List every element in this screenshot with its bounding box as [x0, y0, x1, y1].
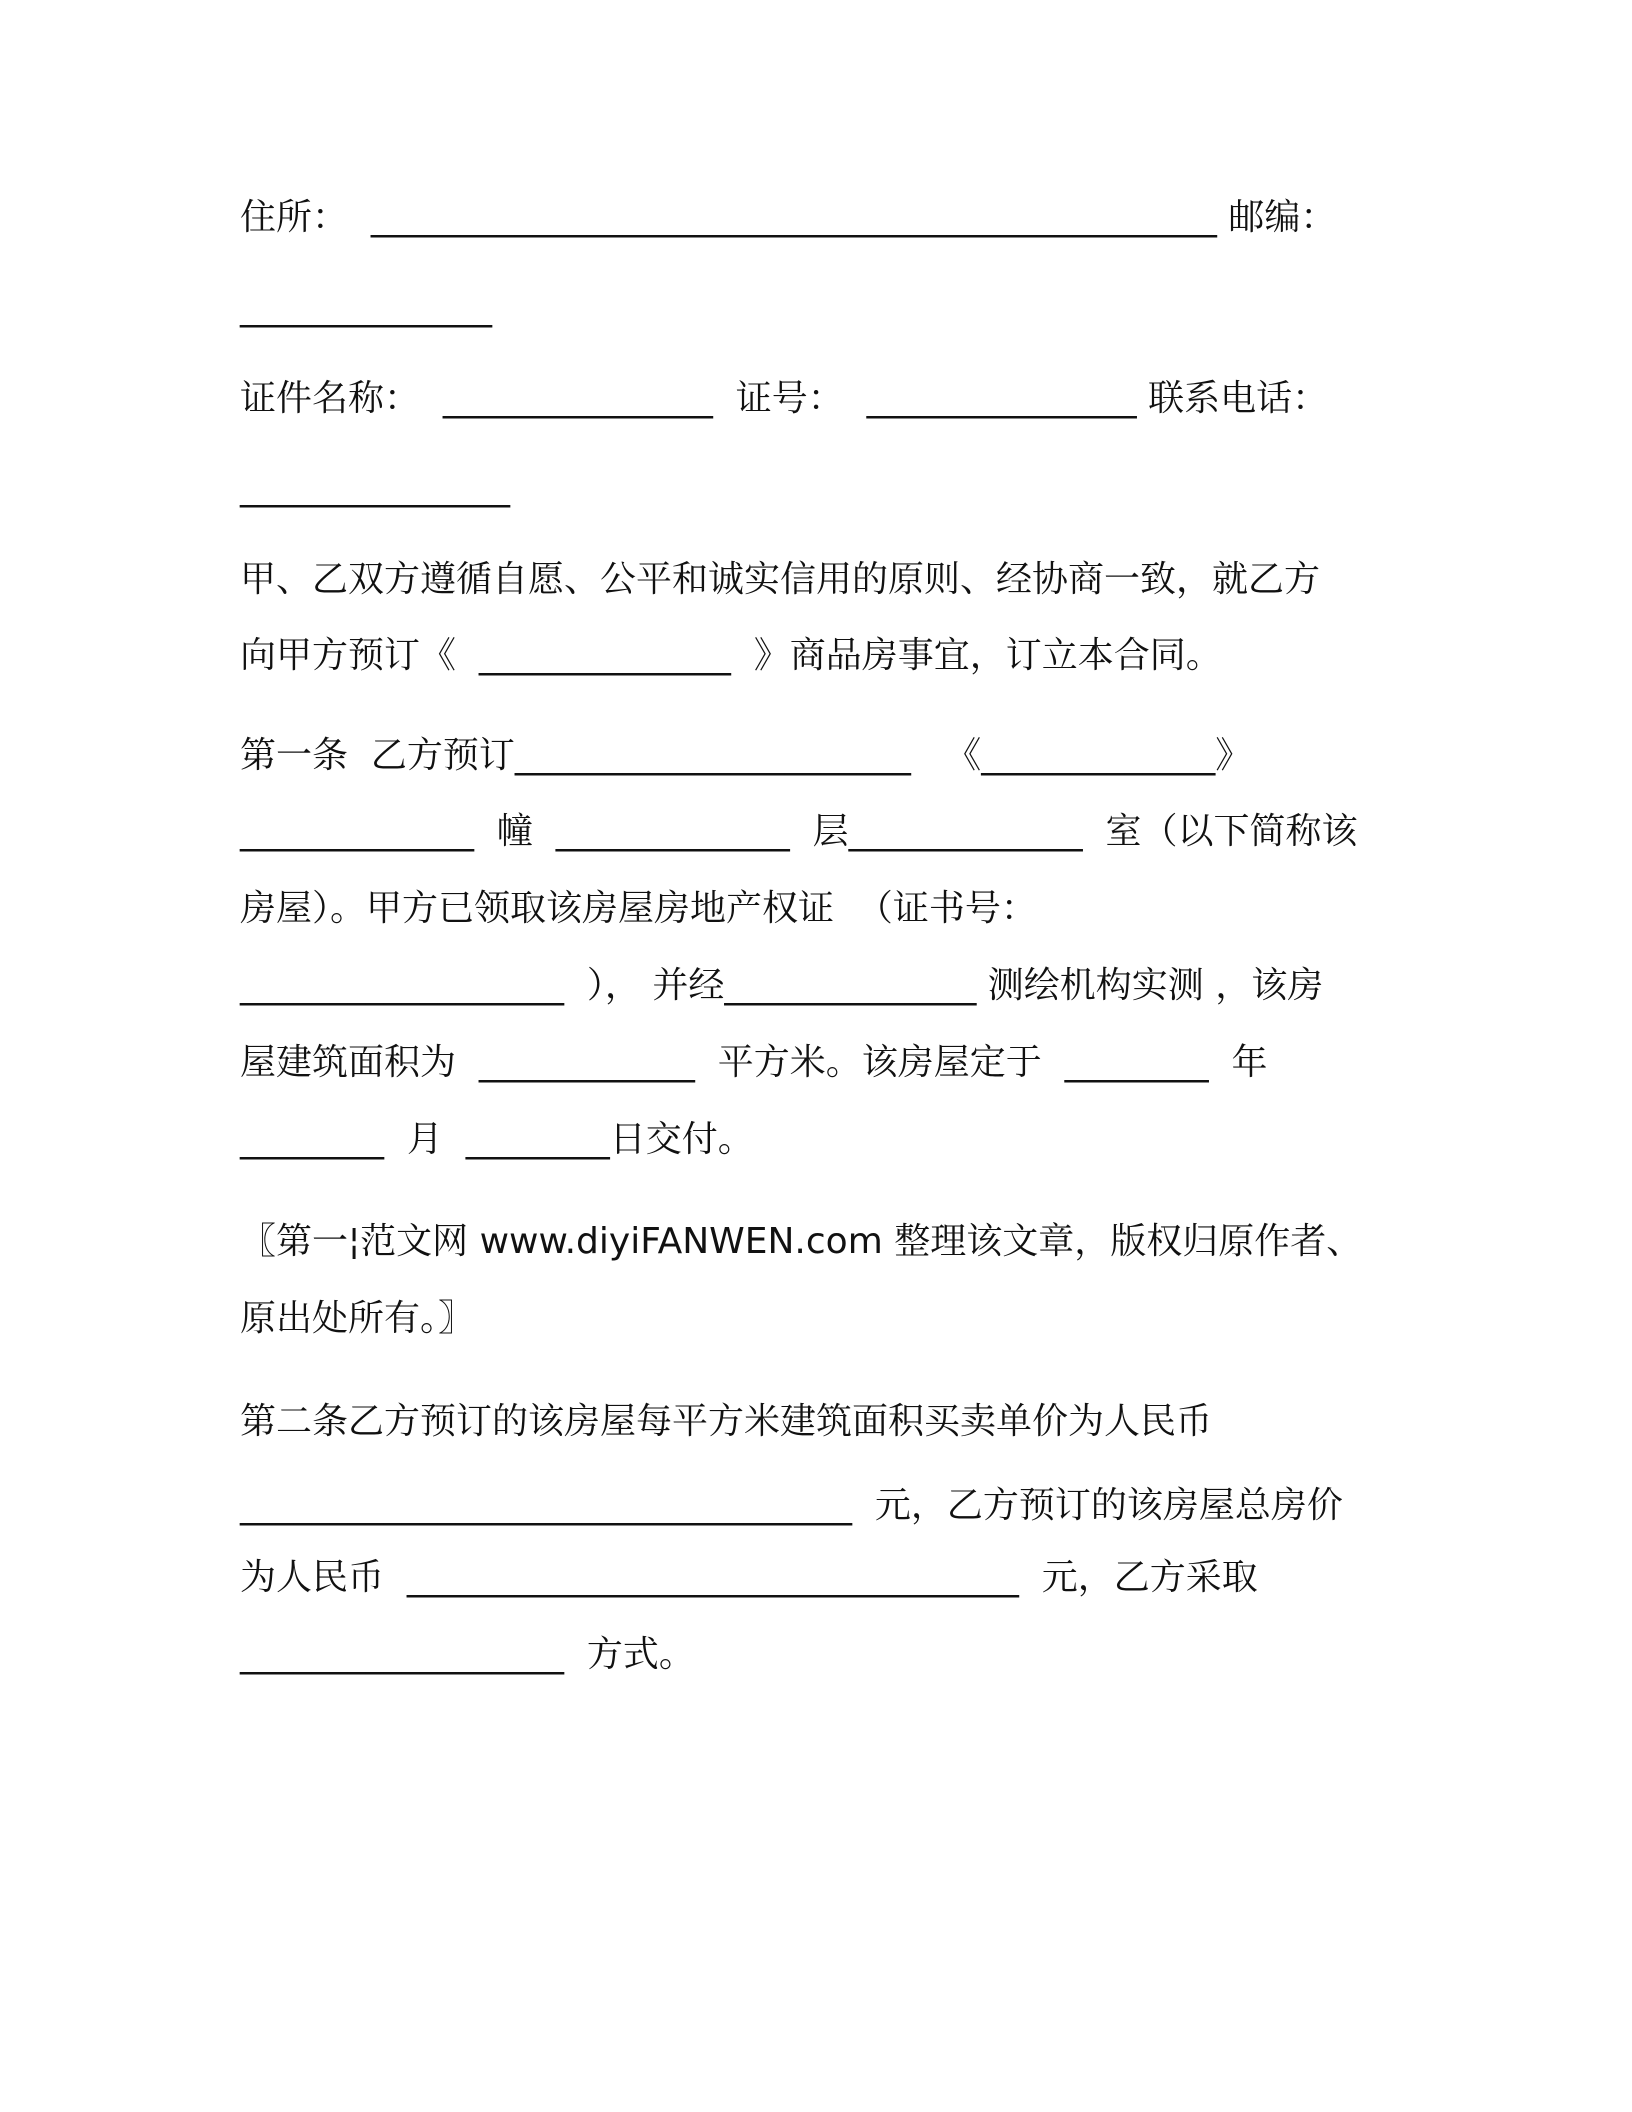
postcode-blank-line: ______________ — [240, 287, 492, 328]
article-1-line-2: _____________ 幢 _____________ 层_____________ 室（以下简称该 — [240, 811, 1358, 852]
address-postcode-line: 住所： _______________________________________________ 邮编： — [240, 197, 1337, 238]
preamble-line-1: 甲、乙双方遵循自愿、公平和诚实信用的原则、经协商一致，就乙方 — [240, 559, 1321, 600]
id-phone-line: 证件名称： _______________ 证号： _______________ 联系电话： — [240, 378, 1329, 419]
article-1-line-1: 第一条 乙方预订______________________ 《_____________》 — [240, 735, 1252, 776]
phone-blank-line: _______________ — [240, 467, 510, 508]
article-2-line-2: __________________________________ 元，乙方预订的该房屋总房价 — [240, 1485, 1343, 1526]
source-note-line-1: 〖第一¦范文网 www.diyiFANWEN.com 整理该文章，版权归原作者、 — [240, 1221, 1363, 1262]
source-note-line-2: 原出处所有。〗 — [240, 1298, 475, 1339]
article-1-line-3: 房屋）。甲方已领取该房屋房地产权证 （证书号： — [240, 888, 1037, 929]
article-2-line-4: __________________ 方式。 — [240, 1634, 695, 1675]
article-1-line-5: 屋建筑面积为 ____________ 平方米。该房屋定于 ________ 年 — [240, 1042, 1268, 1083]
preamble-line-2: 向甲方预订《 ______________ 》商品房事宜，订立本合同。 — [240, 635, 1222, 676]
article-2-line-3: 为人民币 __________________________________ 元，乙方采取 — [240, 1557, 1258, 1598]
article-1-line-6: ________ 月 ________日交付。 — [240, 1119, 754, 1160]
article-2-line-1: 第二条乙方预订的该房屋每平方米建筑面积买卖单价为人民币 — [240, 1401, 1213, 1442]
article-1-line-4: __________________ ）， 并经______________ 测绘机构实测 ，该房 — [240, 965, 1324, 1006]
